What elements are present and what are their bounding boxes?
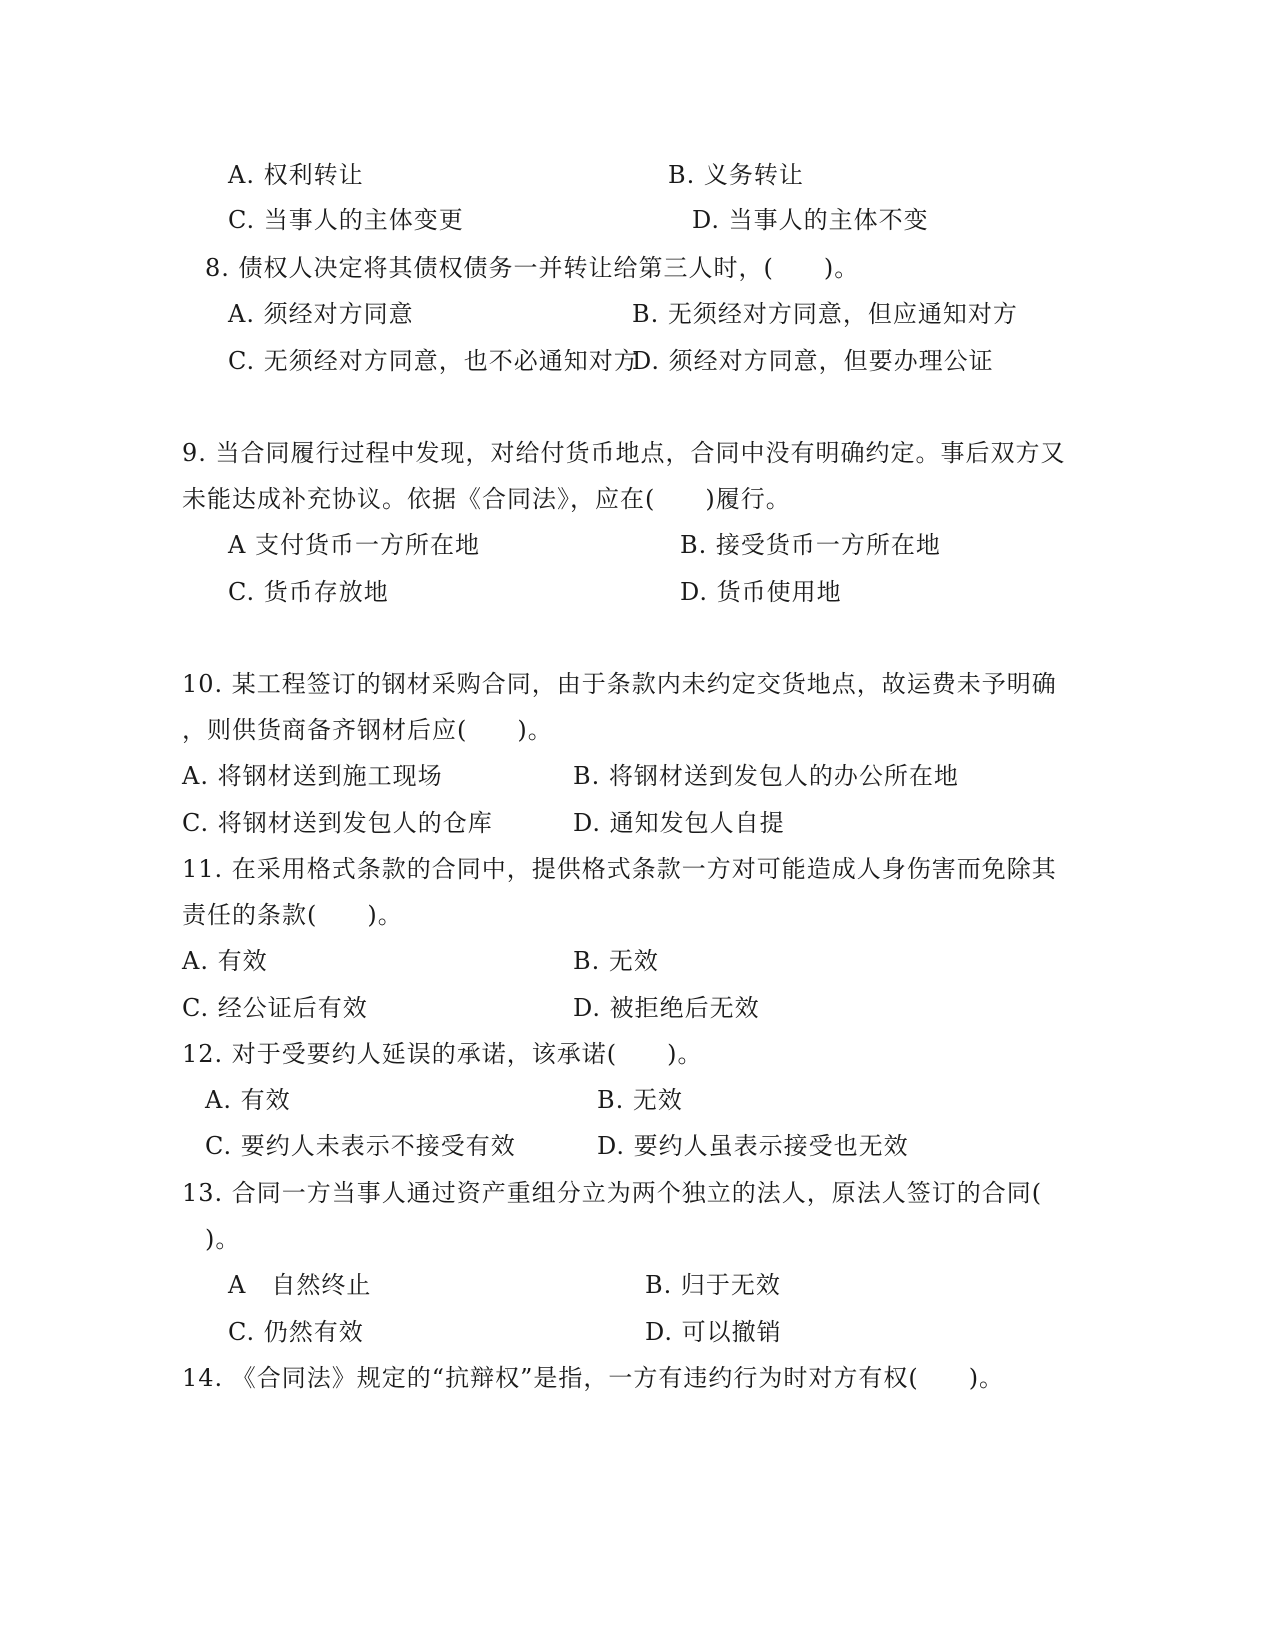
q10-stem-line1: 10. 某工程签订的钢材采购合同，由于条款内未约定交货地点，故运费未予明确 <box>182 670 1057 698</box>
q13-option-d: D. 可以撤销 <box>645 1318 782 1346</box>
q7-option-b: B. 义务转让 <box>668 161 804 189</box>
q13-stem-line2: )。 <box>205 1225 241 1253</box>
q9-stem-line1: 9. 当合同履行过程中发现，对给付货币地点，合同中没有明确约定。事后双方又 <box>182 439 1066 467</box>
q8-option-c: C. 无须经对方同意，也不必通知对方 <box>228 347 639 375</box>
q12-option-b: B. 无效 <box>597 1086 683 1114</box>
q13-option-a: A 自然终止 <box>228 1271 372 1299</box>
q9-stem-line2: 未能达成补充协议。依据《合同法》，应在( )履行。 <box>182 485 791 513</box>
q10-option-d: D. 通知发包人自提 <box>573 809 785 837</box>
q11-option-b: B. 无效 <box>573 947 659 975</box>
q14-stem: 14. 《合同法》规定的“抗辩权”是指，一方有违约行为时对方有权( )。 <box>182 1364 1005 1392</box>
q7-option-c: C. 当事人的主体变更 <box>228 206 464 234</box>
q13-option-b: B. 归于无效 <box>645 1271 781 1299</box>
q12-option-d: D. 要约人虽表示接受也无效 <box>597 1132 909 1160</box>
q12-stem: 12. 对于受要约人延误的承诺，该承诺( )。 <box>182 1040 703 1068</box>
q13-option-c: C. 仍然有效 <box>228 1318 364 1346</box>
q10-stem-line2: ，则供货商备齐钢材后应( )。 <box>182 716 553 744</box>
q11-option-c: C. 经公证后有效 <box>182 994 368 1022</box>
q7-option-d: D. 当事人的主体不变 <box>692 206 929 234</box>
q12-option-a: A. 有效 <box>205 1086 291 1114</box>
q11-option-a: A. 有效 <box>182 947 268 975</box>
q8-stem: 8. 债权人决定将其债权债务一并转让给第三人时，( )。 <box>205 254 860 282</box>
q9-option-c: C. 货币存放地 <box>228 578 389 606</box>
q13-stem-line1: 13. 合同一方当事人通过资产重组分立为两个独立的法人，原法人签订的合同( <box>182 1179 1043 1207</box>
q10-option-a: A. 将钢材送到施工现场 <box>182 762 443 790</box>
q11-option-d: D. 被拒绝后无效 <box>573 994 760 1022</box>
q8-option-b: B. 无须经对方同意，但应通知对方 <box>632 300 1018 328</box>
q12-option-c: C. 要约人未表示不接受有效 <box>205 1132 516 1160</box>
q10-option-b: B. 将钢材送到发包人的办公所在地 <box>573 762 959 790</box>
q10-option-c: C. 将钢材送到发包人的仓库 <box>182 809 493 837</box>
q11-stem-line1: 11. 在采用格式条款的合同中，提供格式条款一方对可能造成人身伤害而免除其 <box>182 855 1057 883</box>
q9-option-a: A 支付货币一方所在地 <box>228 531 480 559</box>
q9-option-d: D. 货币使用地 <box>680 578 842 606</box>
q8-option-a: A. 须经对方同意 <box>228 300 414 328</box>
q11-stem-line2: 责任的条款( )。 <box>182 901 403 929</box>
q9-option-b: B. 接受货币一方所在地 <box>680 531 941 559</box>
q8-option-d: D. 须经对方同意，但要办理公证 <box>632 347 994 375</box>
q7-option-a: A. 权利转让 <box>228 161 364 189</box>
